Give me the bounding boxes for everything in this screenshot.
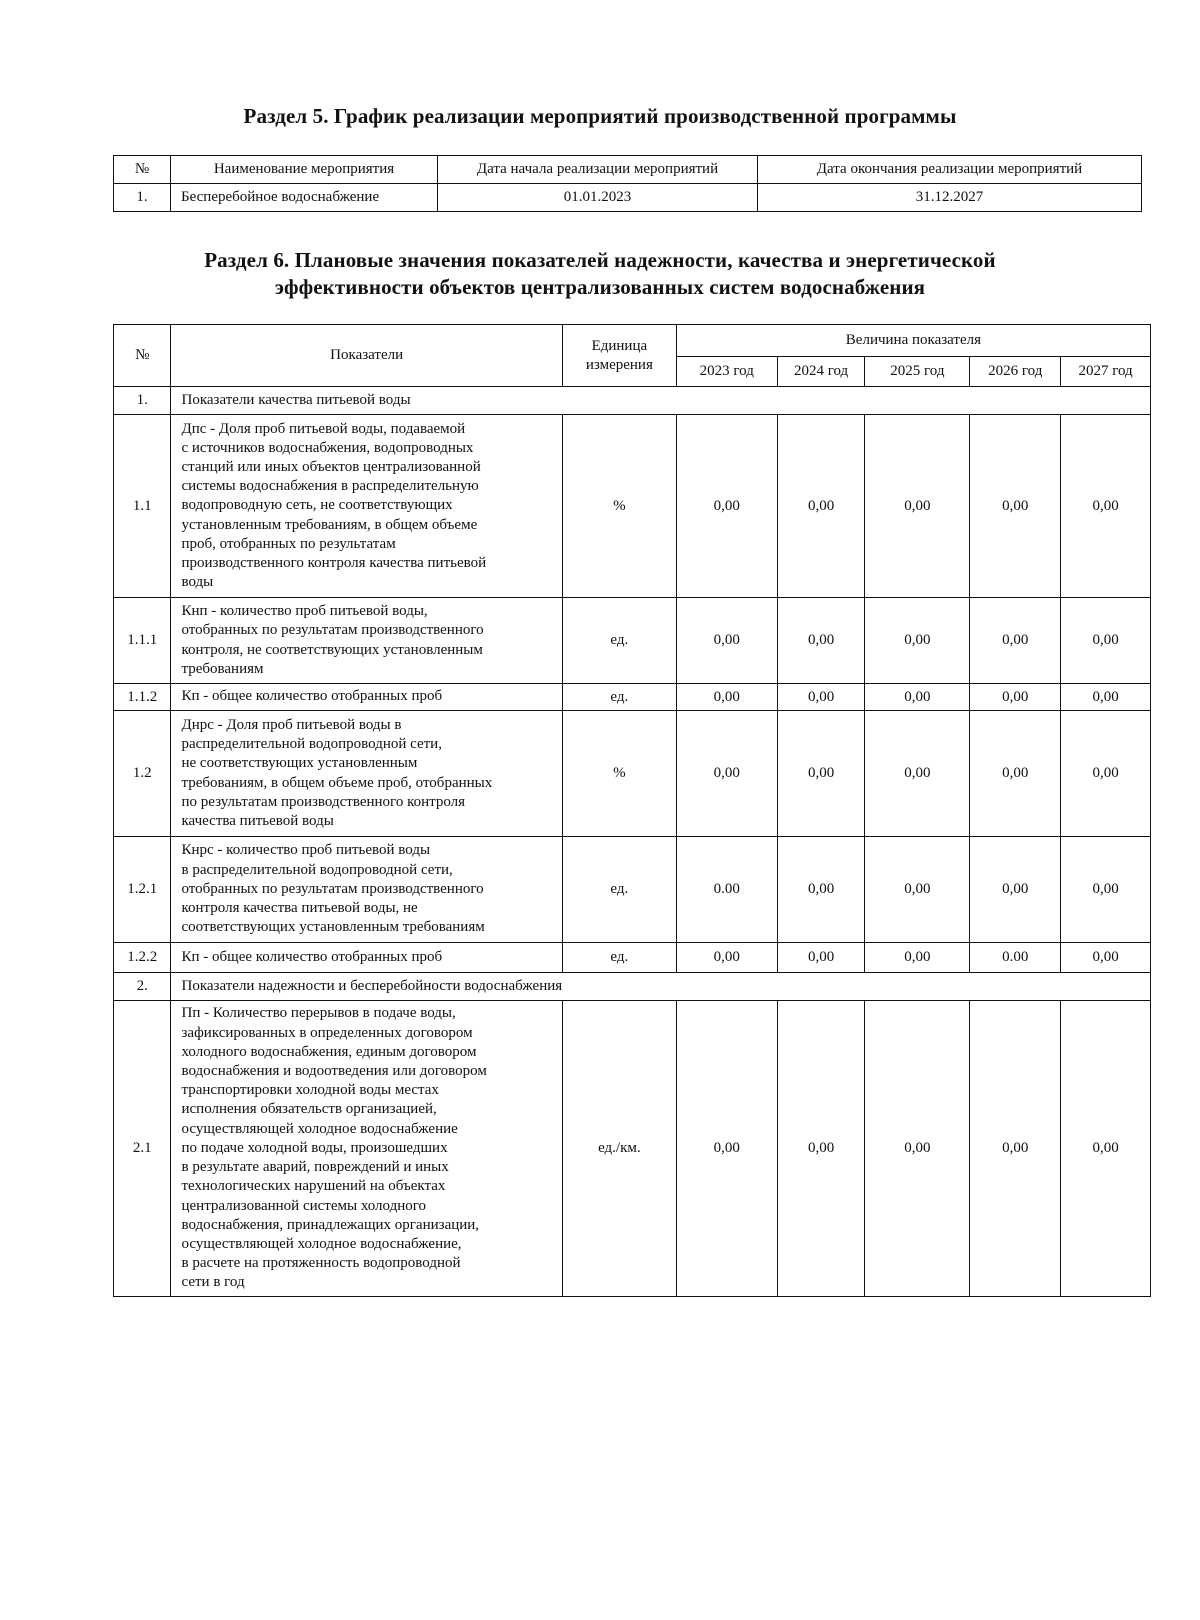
value-cell: 0,00 [1061,837,1151,943]
unit: ед. [562,598,676,684]
row-num: 1.2.1 [114,837,171,943]
value-cell: 0,00 [676,415,777,598]
indicator-text: Днрс - Доля проб питьевой воды в распределительной водопроводной сети, не соответствующих установленным требованиям, в общем объеме проб, отобранных по результатам производственного контроля качества питьевой воды [171,711,562,837]
value-cell: 0,00 [970,1001,1061,1297]
value-cell: 0,00 [676,598,777,684]
section5-table [113,155,1142,212]
value-cell: 0,00 [676,1001,777,1297]
header-indicator: Показатели [171,325,562,387]
unit: ед. [562,943,676,973]
header-start-date: Дата начала реализации мероприятий [438,156,758,184]
value-cell: 0.00 [676,837,777,943]
row-num: 1.2.2 [114,943,171,973]
value-cell: 0,00 [865,684,970,711]
indicator-text: Кп - общее количество отобранных проб [171,684,562,711]
value-cell: 0,00 [865,943,970,973]
section6-title [80,247,1120,301]
value-cell: 0,00 [777,684,865,711]
value-cell: 0,00 [865,1001,970,1297]
value-cell: 0,00 [676,711,777,837]
value-cell: 0.00 [970,943,1061,973]
value-cell: 0,00 [865,711,970,837]
group-num: 2. [114,973,171,1001]
value-cell: 0,00 [777,1001,865,1297]
row-num: 1.1.1 [114,598,171,684]
group-label: Показатели надежности и бесперебойности водоснабжения [171,973,1151,1001]
value-cell: 0,00 [777,943,865,973]
value-cell: 0,00 [865,598,970,684]
value-cell: 0,00 [970,415,1061,598]
group-label: Показатели качества питьевой воды [171,387,1151,415]
table-header-row [114,325,1151,357]
value-cell: 0,00 [970,684,1061,711]
indicator-text: Дпс - Доля проб питьевой воды, подаваемой с источников водоснабжения, водопроводных станций или иных объектов централизованной системы водоснабжения в распределительную водопроводную сеть, не соответствующих установленным требованиям, в общем объеме проб, отобранных по результатам производственного контроля качества питьевой воды [171,415,562,598]
header-value: Величина показателя [676,325,1150,357]
indicator-text: Кнрс - количество проб питьевой воды в распределительной водопроводной сети, отобранных по результатам производственного контроля качества питьевой воды, не соответствующих установленным требованиям [171,837,562,943]
group-num: 1. [114,387,171,415]
value-cell: 0,00 [676,943,777,973]
table-row [114,415,1151,598]
header-event-name: Наименование мероприятия [171,156,438,184]
row-num: 1. [114,184,171,212]
header-unit: Единица измерения [562,325,676,387]
value-cell: 0,00 [1061,943,1151,973]
header-year: 2025 год [865,357,970,387]
table-row [114,711,1151,837]
header-year: 2023 год [676,357,777,387]
value-cell: 0,00 [970,711,1061,837]
group-row [114,973,1151,1001]
value-cell: 0,00 [1061,415,1151,598]
unit: % [562,415,676,598]
value-cell: 0,00 [777,837,865,943]
group-row [114,387,1151,415]
value-cell: 0,00 [777,598,865,684]
section5-title: Раздел 5. График реализации мероприятий производственной программы [243,104,957,128]
value-cell: 0,00 [777,711,865,837]
section6-title-line2: эффективности объектов централизованных систем водоснабжения [274,275,926,299]
value-cell: 0,00 [1061,598,1151,684]
table-row [114,184,1142,212]
header-end-date: Дата окончания реализации мероприятий [758,156,1142,184]
unit: ед./км. [562,1001,676,1297]
unit: ед. [562,684,676,711]
value-cell: 0,00 [1061,1001,1151,1297]
section6-table [113,324,1151,1297]
unit: % [562,711,676,837]
value-cell: 0,00 [676,684,777,711]
table-row [114,684,1151,711]
value-cell: 0,00 [970,598,1061,684]
row-num: 1.1.2 [114,684,171,711]
row-num: 2.1 [114,1001,171,1297]
value-cell: 0,00 [865,837,970,943]
end-date: 31.12.2027 [758,184,1142,212]
value-cell: 0,00 [970,837,1061,943]
unit: ед. [562,837,676,943]
value-cell: 0,00 [865,415,970,598]
section6-title-line1: Раздел 6. Плановые значения показателей надежности, качества и энергетической [204,248,996,272]
header-num: № [114,156,171,184]
header-num: № [114,325,171,387]
table-row [114,598,1151,684]
table-header-row [114,156,1142,184]
row-num: 1.1 [114,415,171,598]
header-year: 2027 год [1061,357,1151,387]
indicator-text: Кнп - количество проб питьевой воды, отобранных по результатам производственного контроля, не соответствующих установленным требованиям [171,598,562,684]
table-row [114,837,1151,943]
start-date: 01.01.2023 [438,184,758,212]
table-row [114,943,1151,973]
value-cell: 0,00 [1061,711,1151,837]
value-cell: 0,00 [1061,684,1151,711]
header-year: 2026 год [970,357,1061,387]
event-name: Бесперебойное водоснабжение [171,184,438,212]
header-year: 2024 год [777,357,865,387]
value-cell: 0,00 [777,415,865,598]
indicator-text: Кп - общее количество отобранных проб [171,943,562,973]
indicator-text: Пп - Количество перерывов в подаче воды, зафиксированных в определенных договором холодного водоснабжения, единым договором водоснабжения и водоотведения или договором транспортировки холодной воды местах исполнения обязательств организацией, осуществляющей холодное водоснабжение по подаче холодной воды, произошедших в результате аварий, повреждений и иных технологических нарушений на объектах централизованной системы холодного водоснабжения, принадлежащих организации, осуществляющей холодное водоснабжение, в расчете на протяженность водопроводной сети в год [171,1001,562,1297]
table-row [114,1001,1151,1297]
row-num: 1.2 [114,711,171,837]
